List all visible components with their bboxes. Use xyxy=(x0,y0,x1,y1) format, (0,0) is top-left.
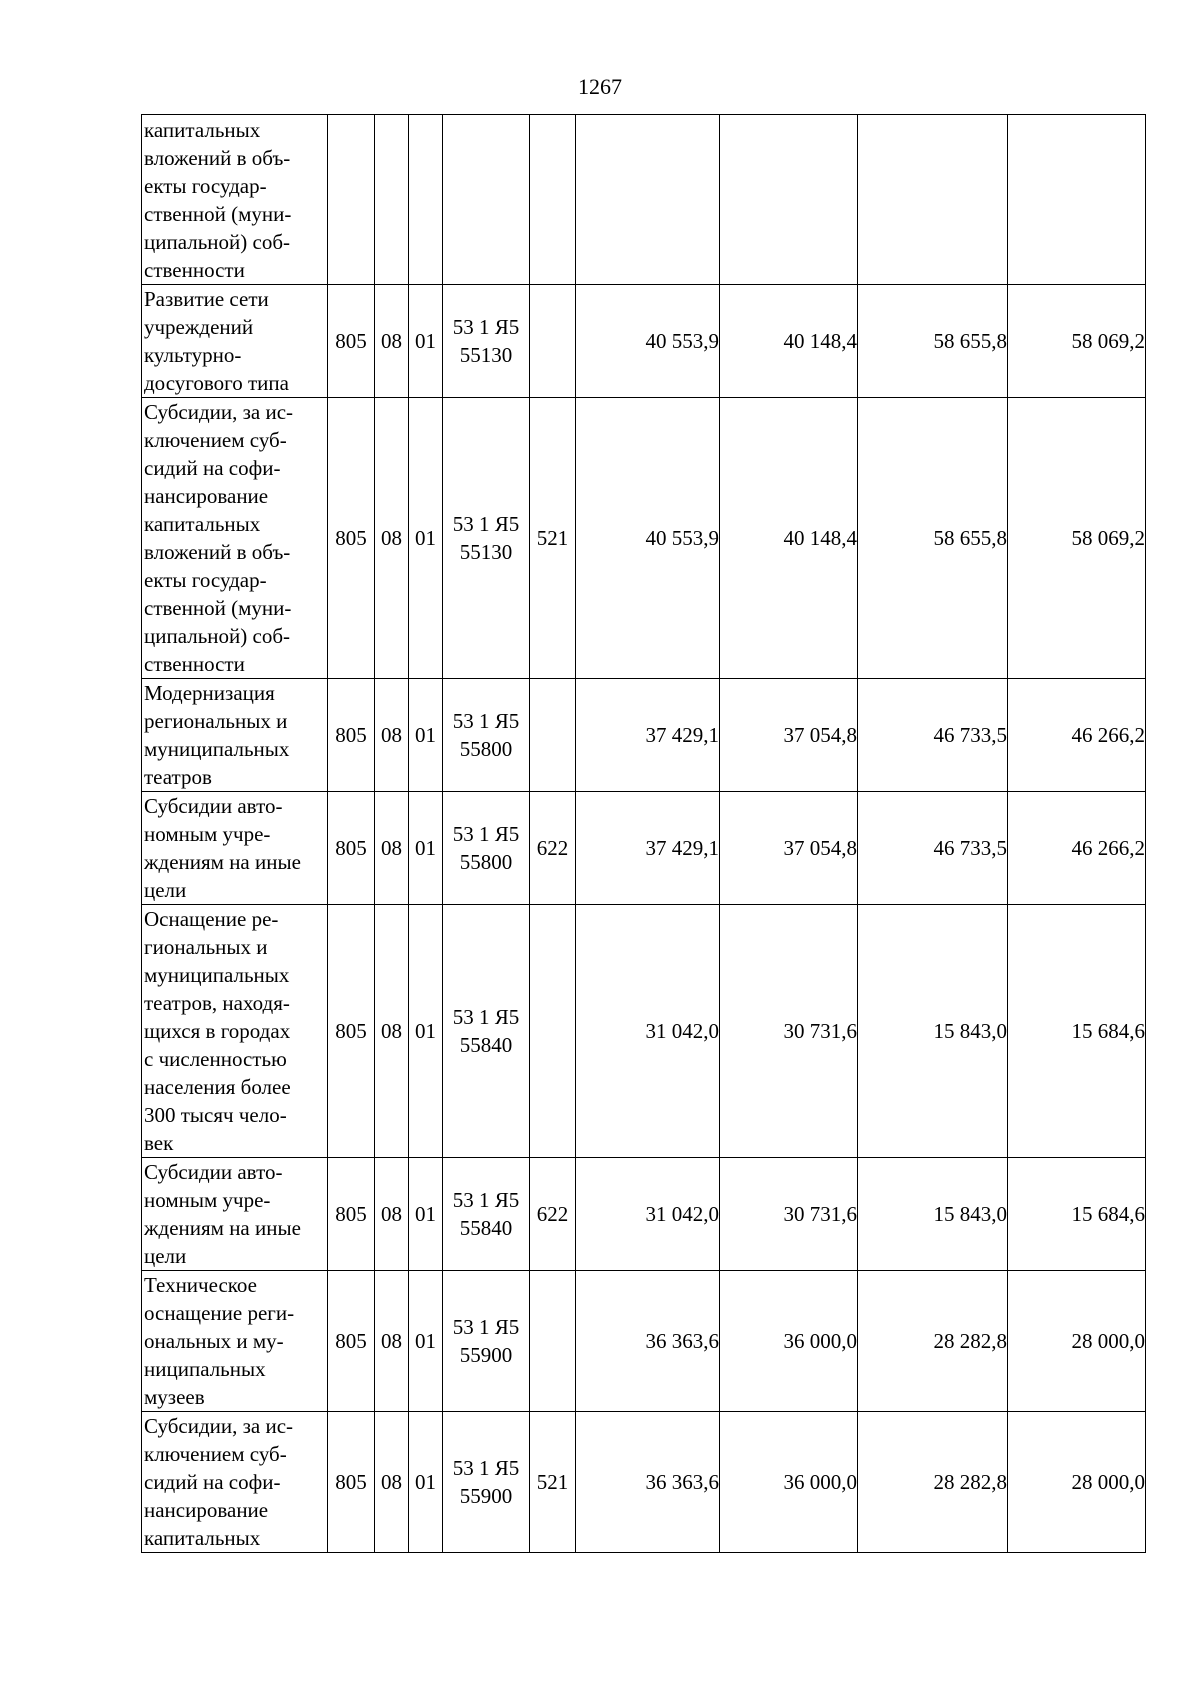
amount-cell-1 xyxy=(576,115,720,285)
target-article-line2: 55900 xyxy=(459,1343,513,1367)
row-name-cell xyxy=(142,1271,328,1412)
row-name-line: гиональных и xyxy=(144,935,268,959)
target-article-line1: 53 1 Я5 xyxy=(452,1188,520,1212)
amount-cell-4 xyxy=(1008,115,1146,285)
row-name-line: Субсидии, за ис- xyxy=(144,400,294,424)
expense-type-cell: 622 xyxy=(530,792,576,905)
row-name-line: музеев xyxy=(144,1385,205,1409)
section-code-cell: 08 xyxy=(375,792,409,905)
target-article-cell xyxy=(443,1271,530,1412)
row-name-line: ональных и му- xyxy=(144,1329,284,1353)
target-article-cell xyxy=(443,792,530,905)
amount-cell-1: 36 363,6 xyxy=(576,1271,720,1412)
amount-cell-2: 40 148,4 xyxy=(720,398,858,679)
row-name-line: щихся в городах xyxy=(144,1019,291,1043)
row-name-line: 300 тысяч чело- xyxy=(144,1103,287,1127)
expense-type-cell: 521 xyxy=(530,398,576,679)
row-name-cell xyxy=(142,679,328,792)
target-article-line2: 55800 xyxy=(459,737,513,761)
target-article-line1: 53 1 Я5 xyxy=(452,1456,520,1480)
row-name-line: ципальной) соб- xyxy=(144,624,290,648)
target-article-cell xyxy=(443,1412,530,1553)
expense-type-cell xyxy=(530,115,576,285)
subsection-code-cell xyxy=(409,115,443,285)
row-name-cell xyxy=(142,398,328,679)
row-name-cell xyxy=(142,792,328,905)
row-name-line: нансирование xyxy=(144,1498,269,1522)
amount-cell-1: 31 042,0 xyxy=(576,905,720,1158)
expense-type-cell xyxy=(530,285,576,398)
row-name-line: населения более xyxy=(144,1075,291,1099)
budget-table xyxy=(141,114,1146,1553)
row-name-line: нансирование xyxy=(144,484,269,508)
section-code-cell: 08 xyxy=(375,1271,409,1412)
target-article-line2: 55840 xyxy=(459,1033,513,1057)
amount-cell-3: 15 843,0 xyxy=(858,1158,1008,1271)
target-article-line2: 55130 xyxy=(459,540,513,564)
row-name-line: цели xyxy=(144,878,187,902)
subsection-code-cell: 01 xyxy=(409,1271,443,1412)
row-name-line: капитальных xyxy=(144,512,261,536)
ministry-code-cell xyxy=(328,115,375,285)
row-name-line: сидий на софи- xyxy=(144,456,281,480)
amount-cell-4: 28 000,0 xyxy=(1008,1412,1146,1553)
table-row xyxy=(142,1412,1146,1553)
amount-cell-3: 15 843,0 xyxy=(858,905,1008,1158)
row-name-cell xyxy=(142,115,328,285)
subsection-code-cell: 01 xyxy=(409,1412,443,1553)
row-name-line: театров, находя- xyxy=(144,991,290,1015)
amount-cell-1: 37 429,1 xyxy=(576,679,720,792)
table-row xyxy=(142,285,1146,398)
table-row xyxy=(142,1158,1146,1271)
row-name-line: Субсидии авто- xyxy=(144,794,283,818)
subsection-code-cell: 01 xyxy=(409,792,443,905)
amount-cell-3: 46 733,5 xyxy=(858,792,1008,905)
ministry-code-cell: 805 xyxy=(328,1158,375,1271)
amount-cell-3: 28 282,8 xyxy=(858,1412,1008,1553)
section-code-cell: 08 xyxy=(375,679,409,792)
amount-cell-3: 58 655,8 xyxy=(858,398,1008,679)
row-name-line: ключением суб- xyxy=(144,1442,287,1466)
amount-cell-2: 40 148,4 xyxy=(720,285,858,398)
target-article-cell xyxy=(443,285,530,398)
row-name-line: ждениям на иные xyxy=(144,1216,301,1240)
row-name-line: Субсидии авто- xyxy=(144,1160,283,1184)
expense-type-cell xyxy=(530,679,576,792)
amount-cell-4: 15 684,6 xyxy=(1008,905,1146,1158)
amount-cell-2 xyxy=(720,115,858,285)
row-name-line: капитальных xyxy=(144,117,261,142)
target-article-line1: 53 1 Я5 xyxy=(452,1005,520,1029)
row-name-line: ственной (муни- xyxy=(144,596,292,620)
section-code-cell: 08 xyxy=(375,398,409,679)
row-name-line: Техническое xyxy=(144,1273,257,1297)
row-name-line: ципальной) соб- xyxy=(144,229,290,254)
amount-cell-2: 36 000,0 xyxy=(720,1412,858,1553)
row-name-cell xyxy=(142,285,328,398)
table-body xyxy=(142,115,1146,1553)
ministry-code-cell: 805 xyxy=(328,1412,375,1553)
row-name-line: муниципальных xyxy=(144,963,290,987)
amount-cell-4: 58 069,2 xyxy=(1008,398,1146,679)
target-article-line1: 53 1 Я5 xyxy=(452,512,520,536)
subsection-code-cell: 01 xyxy=(409,1158,443,1271)
row-name-line: номным учре- xyxy=(144,1188,271,1212)
target-article-line1: 53 1 Я5 xyxy=(452,315,520,339)
expense-type-cell xyxy=(530,1271,576,1412)
expense-type-cell xyxy=(530,905,576,1158)
row-name-cell xyxy=(142,905,328,1158)
ministry-code-cell: 805 xyxy=(328,1271,375,1412)
target-article-line2: 55840 xyxy=(459,1216,513,1240)
row-name-line: цели xyxy=(144,1244,187,1268)
amount-cell-1: 36 363,6 xyxy=(576,1412,720,1553)
row-name-line: сидий на софи- xyxy=(144,1470,281,1494)
target-article-line2: 55900 xyxy=(459,1484,513,1508)
row-name-line: вложений в объ- xyxy=(144,540,291,564)
amount-cell-1: 31 042,0 xyxy=(576,1158,720,1271)
amount-cell-2: 37 054,8 xyxy=(720,679,858,792)
ministry-code-cell: 805 xyxy=(328,905,375,1158)
row-name-line: ждениям на иные xyxy=(144,850,301,874)
target-article-cell xyxy=(443,905,530,1158)
subsection-code-cell: 01 xyxy=(409,285,443,398)
section-code-cell: 08 xyxy=(375,1412,409,1553)
ministry-code-cell: 805 xyxy=(328,398,375,679)
section-code-cell: 08 xyxy=(375,905,409,1158)
row-name-line: ственности xyxy=(144,257,245,282)
row-name-line: Модернизация xyxy=(144,681,275,705)
row-name-line: ственности xyxy=(144,652,245,676)
row-name-line: Оснащение ре- xyxy=(144,907,279,931)
table-row xyxy=(142,905,1146,1158)
row-name-line: екты государ- xyxy=(144,568,267,592)
target-article-cell xyxy=(443,115,530,285)
table-row xyxy=(142,1271,1146,1412)
row-name-line: региональных и xyxy=(144,709,288,733)
ministry-code-cell: 805 xyxy=(328,285,375,398)
table-row xyxy=(142,792,1146,905)
row-name-line: ниципальных xyxy=(144,1357,266,1381)
section-code-cell: 08 xyxy=(375,1158,409,1271)
row-name-cell xyxy=(142,1158,328,1271)
subsection-code-cell: 01 xyxy=(409,398,443,679)
row-name-line: век xyxy=(144,1131,174,1155)
amount-cell-3 xyxy=(858,115,1008,285)
section-code-cell: 08 xyxy=(375,285,409,398)
row-name-line: ключением суб- xyxy=(144,428,287,452)
table-row xyxy=(142,679,1146,792)
amount-cell-3: 28 282,8 xyxy=(858,1271,1008,1412)
row-name-line: учреждений xyxy=(144,315,254,339)
amount-cell-2: 30 731,6 xyxy=(720,905,858,1158)
row-name-line: с численностью xyxy=(144,1047,287,1071)
section-code-cell xyxy=(375,115,409,285)
target-article-cell xyxy=(443,1158,530,1271)
amount-cell-4: 28 000,0 xyxy=(1008,1271,1146,1412)
row-name-line: театров xyxy=(144,765,212,789)
row-name-line: вложений в объ- xyxy=(144,145,291,170)
row-name-line: ственной (муни- xyxy=(144,201,292,226)
amount-cell-1: 37 429,1 xyxy=(576,792,720,905)
subsection-code-cell: 01 xyxy=(409,905,443,1158)
amount-cell-2: 36 000,0 xyxy=(720,1271,858,1412)
amount-cell-3: 46 733,5 xyxy=(858,679,1008,792)
amount-cell-3: 58 655,8 xyxy=(858,285,1008,398)
expense-type-cell: 622 xyxy=(530,1158,576,1271)
target-article-line1: 53 1 Я5 xyxy=(452,709,520,733)
row-name-line: культурно- xyxy=(144,343,242,367)
row-name-line: номным учре- xyxy=(144,822,271,846)
row-name-cell xyxy=(142,1412,328,1553)
amount-cell-4: 46 266,2 xyxy=(1008,792,1146,905)
row-name-line: муниципальных xyxy=(144,737,290,761)
amount-cell-4: 46 266,2 xyxy=(1008,679,1146,792)
amount-cell-4: 15 684,6 xyxy=(1008,1158,1146,1271)
row-name-line: Развитие сети xyxy=(144,287,269,311)
row-name-line: екты государ- xyxy=(144,173,267,198)
amount-cell-1: 40 553,9 xyxy=(576,285,720,398)
amount-cell-2: 30 731,6 xyxy=(720,1158,858,1271)
row-name-line: оснащение реги- xyxy=(144,1301,295,1325)
row-name-line: досугового типа xyxy=(144,371,289,395)
table-row xyxy=(142,398,1146,679)
target-article-line1: 53 1 Я5 xyxy=(452,822,520,846)
target-article-cell xyxy=(443,679,530,792)
target-article-line2: 55130 xyxy=(459,343,513,367)
target-article-cell xyxy=(443,398,530,679)
target-article-line2: 55800 xyxy=(459,850,513,874)
amount-cell-4: 58 069,2 xyxy=(1008,285,1146,398)
row-name-line: капитальных xyxy=(144,1526,261,1550)
subsection-code-cell: 01 xyxy=(409,679,443,792)
ministry-code-cell: 805 xyxy=(328,679,375,792)
amount-cell-2: 37 054,8 xyxy=(720,792,858,905)
target-article-line1: 53 1 Я5 xyxy=(452,1315,520,1339)
amount-cell-1: 40 553,9 xyxy=(576,398,720,679)
row-name-line: Субсидии, за ис- xyxy=(144,1414,294,1438)
table-row xyxy=(142,115,1146,285)
expense-type-cell: 521 xyxy=(530,1412,576,1553)
ministry-code-cell: 805 xyxy=(328,792,375,905)
page-number: 1267 xyxy=(578,74,622,99)
